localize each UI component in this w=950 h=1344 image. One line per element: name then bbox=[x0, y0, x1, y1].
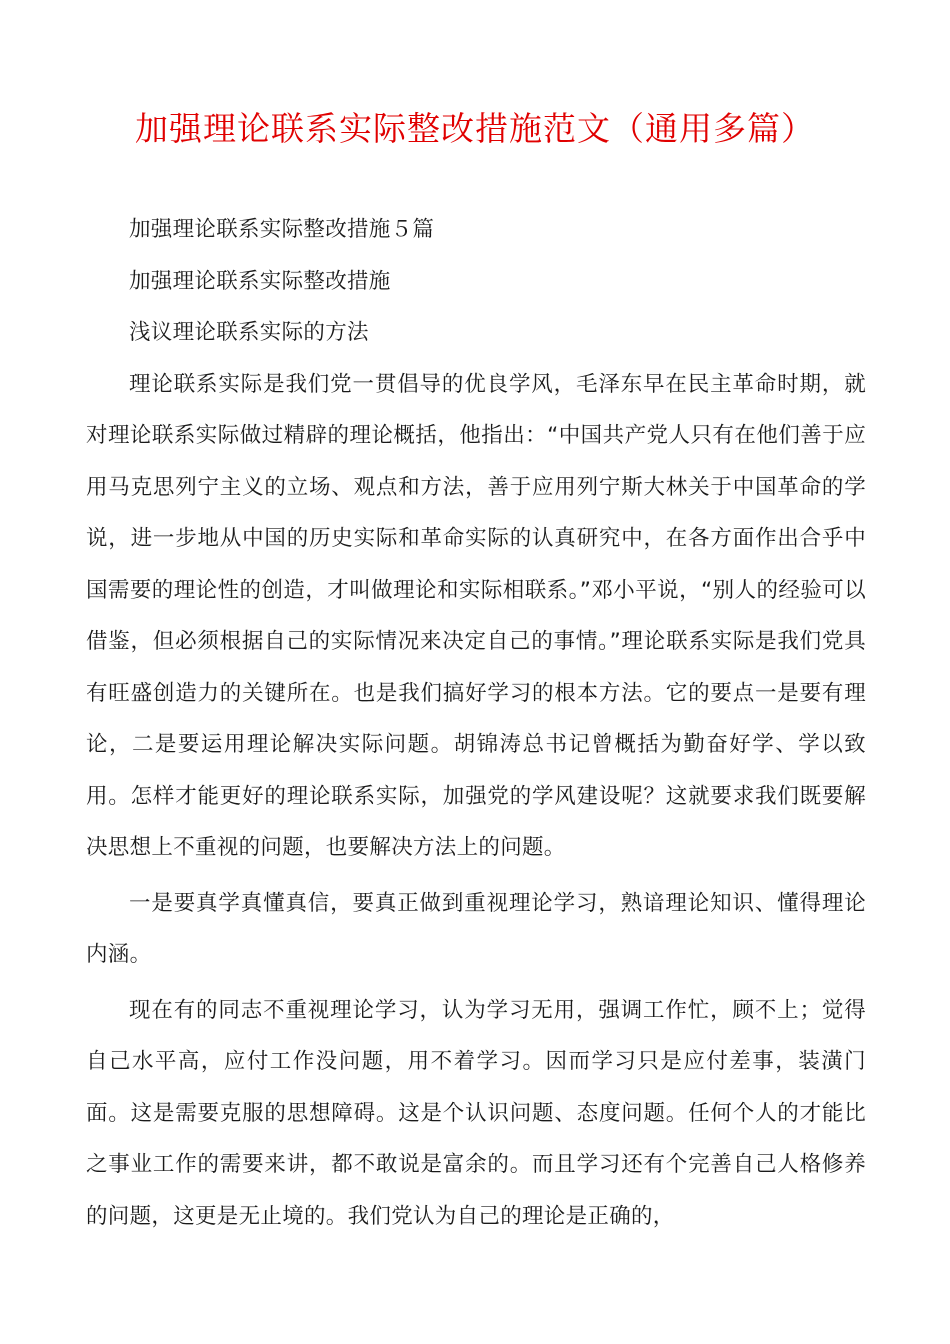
subheading-3: 浅议理论联系实际的方法 bbox=[129, 320, 369, 345]
subheading-2: 加强理论联系实际整改措施 bbox=[129, 268, 391, 294]
document-body bbox=[86, 204, 866, 1242]
paragraph-1: 理论联系实际是我们党一贯倡导的优良学风，毛泽东早在民主革命时期，就对理论联系实际做过精辟的理论概括，他指出：“中国共产党人只有在他们善于应用马克思列宁主义的立场、观点和方法，善于应用列宁斯大林关于中国革命的学说，进一步地从中国的历史实际和革命实际的认真研究中，在各方面作出合乎中国需要的理论性的创造，才叫做理论和实际相联系。”邓小平说，“别人的经验可以借鉴，但必须根据自己的实际情况来决定自己的事情。”理论联系实际是我们党具有旺盛创造力的关键所在。也是我们搞好学习的根本方法。它的要点一是要有理论，二是要运用理论解决实际问题。胡锦涛总书记曾概括为勤奋好学、学以致用。怎样才能更好的理论联系实际，加强党的学风建设呢？这就要求我们既要解决思想上不重视的问题，也要解决方法上的问题。 bbox=[86, 371, 866, 860]
paragraph-2: 一是要真学真懂真信，要真正做到重视理论学习，熟谙理论知识、懂得理论内涵。 bbox=[86, 890, 866, 967]
subheading-1: 加强理论联系实际整改措施５篇 bbox=[129, 217, 435, 242]
document-title: 加强理论联系实际整改措施范文（通用多篇） bbox=[135, 109, 815, 148]
paragraph-3: 现在有的同志不重视理论学习，认为学习无用，强调工作忙，顾不上；觉得自己水平高，应付工作没问题，用不着学习。因而学习只是应付差事，装潢门面。这是需要克服的思想障碍。这是个认识问题、态度问题。任何个人的才能比之事业工作的需要来讲，都不敢说是富余的。而且学习还有个完善自己人格修养的问题，这更是无止境的。我们党认为自己的理论是正确的， bbox=[86, 997, 866, 1229]
